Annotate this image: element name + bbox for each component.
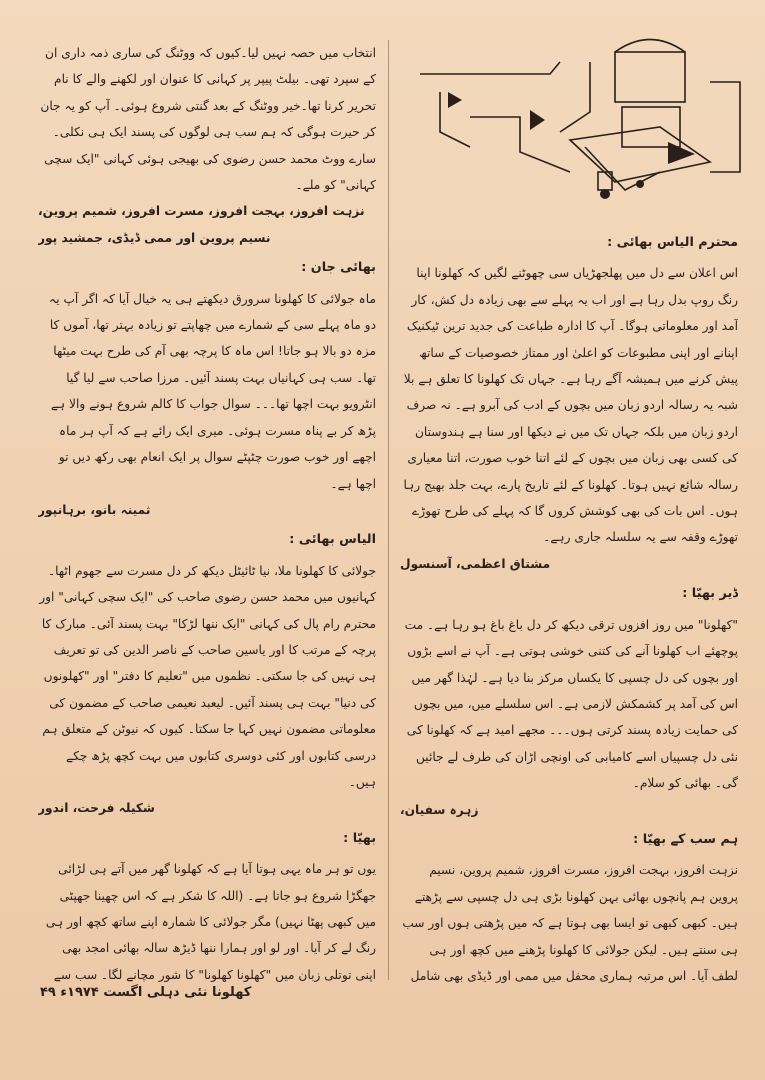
- letters-column-left: [38, 40, 376, 990]
- letter-body: یوں تو ہر ماہ یہی ہوتا آیا ہے کہ کھلونا گھر میں آتے ہی لڑائی جھگڑا شروع ہو جاتا ہے۔ (اللہ کا شکر ہے کہ اس چھینا جھپٹی میں کبھی پھٹا نہیں) مگر جولائی کا شمارہ اپنے ساتھ کچھ اور ہی رنگ لے کر آیا۔ اور لو اور ہمارا ننھا ڈیڑھ سالہ بھائی امجد بھی اپنی توتلی زبان میں "کھلونا کھلونا" کا شور مچانے لگا۔ سب سے: [45, 862, 376, 982]
- letter-salutation: بھیّا :: [343, 830, 376, 846]
- letters-column-right: [400, 40, 738, 990]
- letter-salutation: محترم الیاس بھائی :: [607, 235, 738, 250]
- letter-signature: مشتاق اعظمی، آسنسول: [400, 556, 551, 571]
- column-divider: [388, 40, 389, 980]
- letter-salutation: ہم سب کے بھیّا :: [633, 831, 738, 847]
- letter-body: جولائی کا کھلونا ملا، نیا ٹائیٹل دیکھ کر دل مسرت سے جھوم اٹھا۔ کہانیوں میں محمد حسن رضوی صاحب کی "ایک سچی کہانی" اور محترم رام پال کی کہانی "ایک ننھا لڑکا" بہت پسند آئی۔ مبارک کا پرچہ کے مرتب کا اور یاسین صاحب کے ناصر الدین کی تو تعریف ہی نہیں کی جا سکتی۔ نظموں میں "تعلیم کا دفتر" اور "کھلونوں کی دنیا" بہت ہی پسند آئیں۔ لیعبد نعیمی صاحب کے مضمون کی معلوماتی مضمون نہیں کہا جا سکتا۔ کیوں کہ نیوٹن کے متعلق ہم درسی کتابوں اور کئی دوسری کتابوں میں بہت کچھ پڑھ چکے ہیں۔: [39, 563, 376, 789]
- letter-salutation: بھائی جان :: [301, 260, 376, 276]
- letter-signature: ثمینہ بانو، برہانپور: [38, 502, 151, 517]
- letter-body: ماہ جولائی کا کھلونا سرورق دیکھتے ہی یہ خیال آیا کہ اگر آپ یہ دو ماہ پہلے سی کے شمارے میں چھاپتے تو زیادہ بہتر تھا، آموں کا مزہ دو بالا ہو جاتا! اس ماہ کا پرچہ بھی آم کی طرح بہت میٹھا تھا۔ سب ہی کہانیاں بہت پسند آئیں۔ مرزا صاحب سے لیا گیا انٹرویو بہت اچھا تھا۔۔۔ سوال جواب کا کالم شروع ہونے والا ہے پڑھ کر بے پناہ مسرت ہوئی۔ میری ایک رائے ہے کہ آپ ہر ماہ اچھے اور خوب صورت چٹپٹے سوال پر ایک انعام بھی رکھ دیں تو اچھا ہے۔: [49, 291, 376, 491]
- letter-salutation: ڈیر بھیّا :: [682, 586, 738, 602]
- letter-body: اس اعلان سے دل میں پھلجھڑیاں سی چھوٹنے لگیں کہ کھلونا اپنا رنگ روپ بدل رہا ہے اور اب یہ پہلے سے بھی زیادہ دل کش، کار آمد اور معلوماتی ہوگا۔ آپ کا ادارہ طباعت کی جدید ترین ٹیکنیک اپنانے اور اپنی مطبوعات کو اعلیٰ اور ممتاز خصوصیات کے ساتھ پیش کرنے میں ہمیشہ آگے رہا ہے۔ جہاں تک کھلونا کا تعلق ہے بلا شبہ یہ رسالہ اردو زبان میں بچوں کے ادب کی آبرو ہے۔ نہ صرف اردو زبان میں بلکہ جہاں تک میں نے دیکھا اور سنا ہے ہندوستان کی کسی بھی زبان میں بچوں کے لئے اتنا خوب صورت، اتنا معیاری رسالہ شائع نہیں ہوتا۔ کھلونا کے لئے تاریخ پارے، بہت جلد بھیج رہا ہوں۔ اس بات کی بھی کوشش کروں گا کہ پہلے کی طرح تھوڑے تھوڑے وقفہ سے یہ سلسلہ جاری رہے۔: [403, 266, 738, 545]
- letter-body: نزہت افروز، بہجت افروز، مسرت افروز، شمیم پروین، نسیم پروین ہم پانچوں بھائی بہن کھلونا بڑی ہی دل چسپی سے پڑھتے ہیں۔ کبھی کبھی تو ایسا بھی ہوتا ہے کہ میں پڑھتی ہوں اور سب ہی سنتے ہیں۔ لیکن جولائی کا کھلونا پڑھنے میں کچھ اور ہی لطف آیا۔ اس مرتبہ ہماری محفل میں ممی اور ڈیڈی بھی شامل: [402, 863, 738, 983]
- letter-body: انتخاب میں حصہ نہیں لیا۔کیوں کہ ووٹنگ کی ساری ذمہ داری ان کے سپرد تھی۔ بیلٹ پیپر پر کہانی کا عنوان اور لکھنے والے کا نام تحریر کرنا تھا۔خیر ووٹنگ کے بعد گنتی شروع ہوئی۔ آپ کو یہ جان کر حیرت ہوگی کہ ہم سب ہی لوگوں کی پسند ایک ہی نکلی۔ سارے ووٹ محمد حسن رضوی کی بھیجی ہوئی کہانی "ایک سچی کہانی" کو ملے۔: [40, 46, 376, 193]
- letter-signature: نزہت افروز، بہجت افروز، مسرت افروز، شمیم پروین، نسیم پروین اور ممی ڈیڈی، جمشید پور: [38, 204, 365, 245]
- letter-signature: زہرہ سفیان،: [400, 802, 479, 817]
- letter-body: "کھلونا" میں روز افزوں ترقی دیکھ کر دل باغ باغ ہو رہا ہے۔ مت پوچھئے اب کھلونا آنے کی کتنی خوشی ہوتی ہے۔ آپ نے اسے بڑوں اور بچوں کی دل چسپی کا یکساں مرکز بنا دیا ہے۔ لہٰذا گھر میں اس کی آمد پر کشمکش لازمی ہے۔ اس سلسلے میں، میں بچوں کی حمایت زیادہ پسند کرتی ہوں۔۔۔ مجھے امید ہے کہ کھلونا کی نئی دل چسپیاں اسے کامیابی کی اونچی اڑان کی طرف لے جائیں گی۔ بھائی کو سلام۔: [404, 617, 738, 791]
- page-footer: کھلونا نئی دہلی اگست ۱۹۷۴ء ۴۹: [40, 985, 252, 1000]
- letter-salutation: الیاس بھائی :: [289, 532, 376, 548]
- letter-signature: شکیلہ فرحت، اندور: [38, 801, 155, 816]
